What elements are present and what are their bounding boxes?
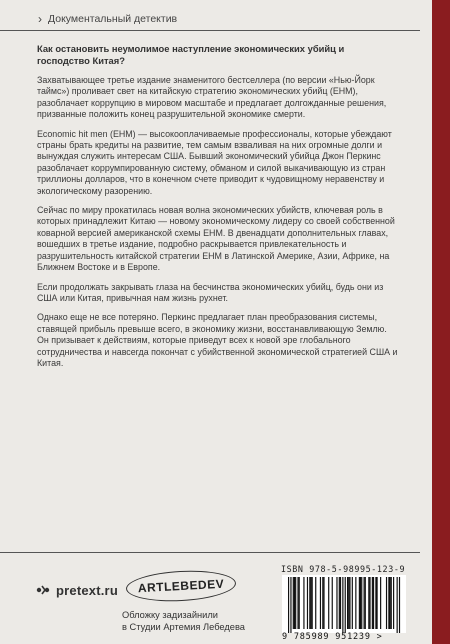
barcode-bar [290,577,291,633]
barcode-bar [345,577,346,633]
blurb-paragraph-4: Если продолжать закрывать глаза на бесчинства экономических убийц, будь они из США или Китая, привычная нам жизнь рухнет. [37,281,384,303]
barcode-bar [320,577,321,629]
barcode-bar [294,577,295,629]
blurb-paragraph-5: Однако еще не все потеряно. Перкинс предлагает план преобразования системы, ставящей прибыль превыше всего, в экономику жизни, восстанавливающую Землю. Он призывает к действиям, которые приведут всех к новой эре глобального сотрудничества и навсегда покончат с убийственной экономической стратегией США и Китая. [37,312,398,368]
barcode-bar [373,577,374,629]
blurb-paragraph-3: Сейчас по миру прокатилась новая волна экономических убийств, ключевая роль в которых принадлежит Китаю — новому экономическому лидеру со своей собственной коварной версией американской схемы ЕНМ. В двенадцати дополнительных главах, вошедших в третье издание, подробно раскрывается привлекательность и разрушительность китайской стратегии ЕНМ в Латинской Америке, Азии, Африке, на Ближнем Востоке и в Европе. [37,205,395,273]
genre-text: Документальный детектив [48,13,178,25]
barcode [282,575,406,633]
barcode-bar [299,577,300,629]
barcode-bar [386,577,387,629]
barcode-bar [293,577,294,629]
barcode-bar [348,577,349,629]
blurb-paragraph-2: Economic hit men (ЕНМ) — высокооплачиваемые профессионалы, которые убеждают страны брать кредиты на развитие, тем самым взваливая на них огромные долги и вынуждая служить интересам США. Бывший экономический убийца Джон Перкинс разоблачает коррумпированную систему, обманом и силой выкачивающую из стран триллионы долларов, что в конечном счете приводит к чудовищному неравенству и экологическому разорению. [37,128,392,196]
barcode-bar [377,577,378,629]
publisher-logo [34,581,118,599]
barcode-bar [328,577,329,629]
barcode-digits: 9 785989 951239 > [282,632,383,642]
barcode-bar [307,577,308,629]
credit-line-2: в Студии Артемия Лебедева [122,622,245,632]
barcode-bar [342,577,343,633]
barcode-bar [389,577,390,629]
barcode-bar [297,577,298,629]
credit-line-1: Обложку задизайнили [122,610,218,620]
barcode-bar [380,577,381,629]
isbn-label: ISBN 978-5-98995-123-9 [281,564,406,574]
barcode-bar [365,577,366,629]
barcode-bar [361,577,362,629]
publisher-name: pretext.ru [56,582,118,598]
barcode-bar [391,577,392,629]
top-divider [0,30,420,31]
barcode-bars [282,575,406,633]
barcode-bar [315,577,316,629]
barcode-bar [288,577,289,633]
blurb [37,43,399,377]
pretext-logo-icon [34,581,52,599]
blurb-heading: Как остановить неумолимое наступление экономических убийц и господство Китая? [37,43,345,66]
spine-edge [432,0,450,644]
design-credit [122,609,245,633]
barcode-bar [310,577,311,629]
barcode-bar [323,577,324,629]
barcode-bar [399,577,400,633]
chevron-right-icon: › [38,12,42,26]
barcode-bar [303,577,304,629]
barcode-bar [322,577,323,629]
barcode-bar [336,577,337,629]
barcode-bar [364,577,365,629]
barcode-bar [375,577,376,629]
barcode-bar [352,577,353,629]
barcode-bar [355,577,356,629]
barcode-bar [359,577,360,629]
blurb-paragraph-1: Захватывающее третье издание знаменитого бестселлера (по версии «Нью-Йорк таймс») проливает свет на китайскую стратегию экономических убийц (ЕНМ), разоблачает коррупцию в мировом масштабе и предлагает долгожданные решения, призванные положить конец разрушительной экономике смерти. [37,75,387,120]
barcode-bar [309,577,310,629]
barcode-bar [295,577,296,629]
bottom-divider [0,552,420,553]
barcode-bar [368,577,369,629]
barcode-bar [312,577,313,629]
studio-logo: ARTLEBEDEV [125,568,236,604]
barcode-bar [372,577,373,629]
barcode-bar [340,577,341,629]
barcode-bar [388,577,389,629]
barcode-bar [397,577,398,633]
barcode-bar [393,577,394,629]
barcode-bar [347,577,348,629]
barcode-bar [339,577,340,629]
barcode-bar [349,577,350,629]
barcode-bar [332,577,333,629]
barcode-bar [369,577,370,629]
genre-label [38,12,177,26]
barcode-bar [360,577,361,629]
